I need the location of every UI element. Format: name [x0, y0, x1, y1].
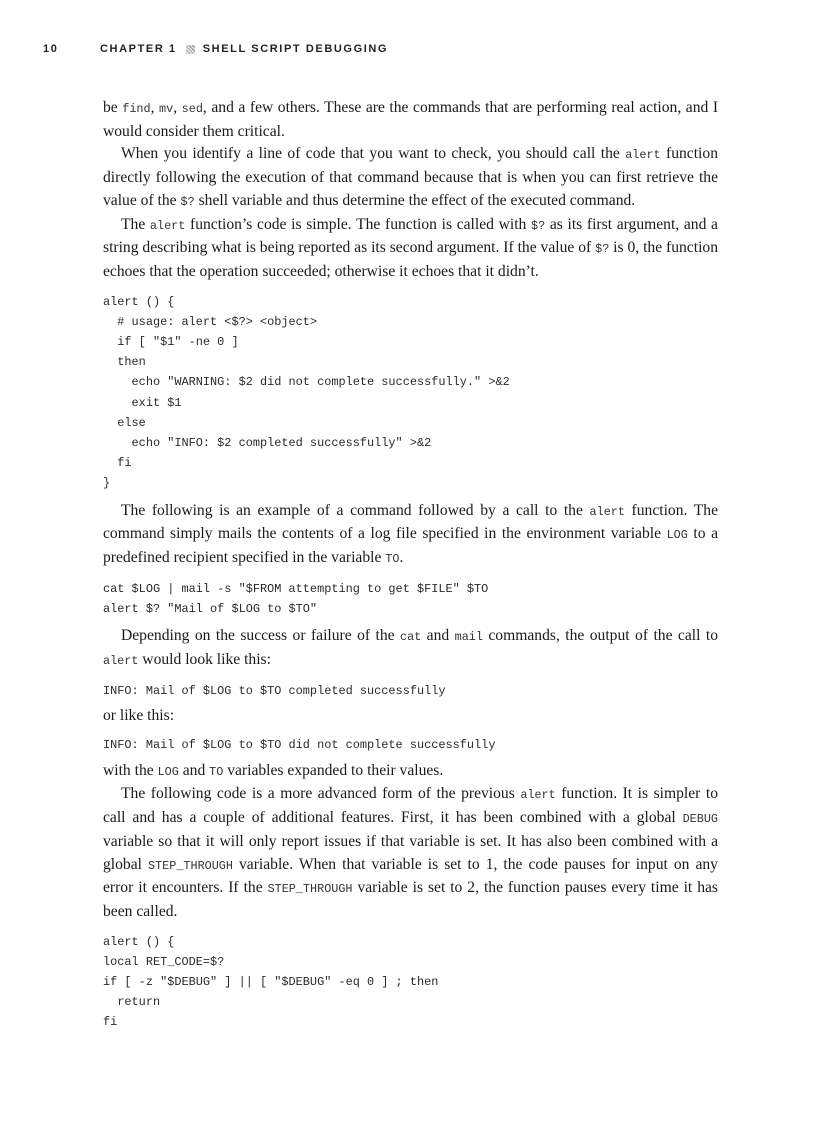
- inline-code: alert: [103, 653, 139, 668]
- inline-code: LOG: [666, 528, 688, 543]
- inline-code: $?: [531, 218, 546, 233]
- inline-code: alert: [520, 788, 556, 803]
- running-head: [100, 43, 388, 55]
- inline-code: LOG: [157, 764, 179, 779]
- inline-code: STEP_THROUGH: [148, 858, 233, 873]
- inline-code: alert: [625, 148, 661, 163]
- inline-code: TO: [209, 764, 224, 779]
- paragraph-6: or like this:: [103, 706, 175, 724]
- code-block-alert-function: alert () { # usage: alert <$?> <object> if [ "$1" -ne 0 ] then echo "WARNING: $2 did not complete successfully." >&2 exit $1 else echo "INFO: $2 completed successfully" >&2 fi }: [103, 294, 510, 491]
- page-number: 10: [43, 43, 59, 55]
- inline-code: alert: [149, 218, 186, 233]
- chapter-title: SHELL SCRIPT DEBUGGING: [202, 43, 389, 55]
- code-block-output-failure: INFO: Mail of $LOG to $TO did not complete successfully: [103, 738, 496, 753]
- inline-code: $?: [180, 194, 195, 209]
- code-block-output-success: INFO: Mail of $LOG to $TO completed successfully: [103, 683, 446, 698]
- inline-code: STEP_THROUGH: [267, 882, 353, 897]
- code-block-mail-example: cat $LOG | mail -s "$FROM attempting to get $FILE" $TO alert $? "Mail of $LOG to $TO": [103, 581, 489, 616]
- inline-code: find: [122, 102, 151, 116]
- inline-code: alert: [589, 504, 625, 519]
- separator-square-icon: [186, 45, 195, 54]
- page-body: [103, 97, 718, 1033]
- paragraph-7: with the LOG and TO variables expanded to their values.: [103, 761, 444, 779]
- paragraph-8: The following code is a more advanced form of the previous alert function. It is simpler to call and has a couple of additional features. First, it has been combined with a global DEBUG variable so that it will only report issues if that variable is set. It has also been combined with a global STEP_THROUGH variable. When that variable is set to 1, the code pauses for input on any error it encounters. If the STEP_THROUGH variable is set to 2, the function pauses every time it has been called.: [103, 785, 719, 920]
- inline-code: DEBUG: [682, 812, 718, 827]
- paragraph-3: The alert function’s code is simple. The function is called with $? as its first argument, and a string describing what is being reported as its second argument. If the value of $? is 0, the function echoes that the operation succeeded; otherwise it echoes that it didn’t.: [103, 215, 718, 280]
- inline-code: sed: [181, 102, 203, 116]
- inline-code: cat: [400, 630, 422, 645]
- paragraph-2: When you identify a line of code that you want to check, you should call the alert function directly following the execution of that command because that is when you can first retrieve the value of the $? shell variable and thus determine the effect of the executed command.: [103, 145, 718, 209]
- inline-code: mv: [159, 102, 174, 116]
- inline-code: TO: [385, 552, 400, 567]
- inline-code: mail: [454, 630, 483, 645]
- paragraph-5: Depending on the success or failure of the cat and mail commands, the output of the call to alert would look like this:: [103, 627, 718, 668]
- paragraph-1: be find, mv, sed, and a few others. These are the commands that are performing real action, and I would consider them critical.: [103, 99, 719, 140]
- inline-code: $?: [595, 242, 610, 257]
- chapter-label: CHAPTER 1: [100, 43, 177, 55]
- paragraph-4: The following is an example of a command followed by a call to the alert function. The command simply mails the contents of a log file specified in the environment variable LOG to a predefined recipient specified in the variable TO.: [103, 501, 719, 567]
- running-header: [0, 40, 816, 60]
- code-block-advanced-alert: alert () { local RET_CODE=$? if [ -z "$DEBUG" ] || [ "$DEBUG" -eq 0 ] ; then return fi: [103, 934, 439, 1030]
